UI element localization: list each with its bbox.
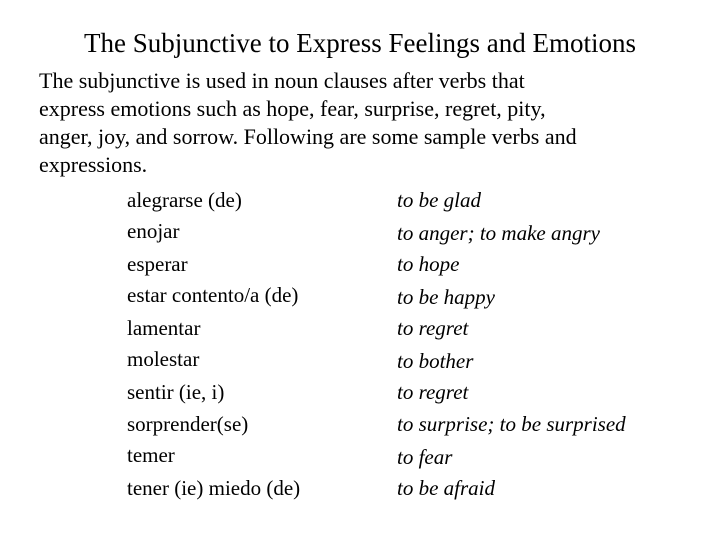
spanish-verb: tener (ie) miedo (de)	[127, 476, 301, 500]
vocabulary-row	[0, 216, 720, 248]
intro-line: express emotions such as hope, fear, surprise, regret, pity,	[39, 96, 546, 121]
english-meaning: to bother	[397, 349, 474, 373]
english-meaning: to regret	[397, 316, 469, 340]
spanish-verb: sentir (ie, i)	[127, 380, 225, 404]
english-meaning: to be glad	[397, 188, 481, 212]
vocabulary-row	[0, 376, 720, 408]
vocabulary-row	[0, 408, 720, 440]
vocabulary-row	[0, 472, 720, 504]
spanish-verb: alegrarse (de)	[127, 188, 242, 212]
english-meaning: to be happy	[397, 285, 495, 309]
english-meaning: to surprise; to be surprised	[397, 412, 626, 436]
intro-line: anger, joy, and sorrow. Following are some sample verbs and	[39, 124, 577, 149]
spanish-verb: sorprender(se)	[127, 412, 249, 436]
vocabulary-row	[0, 184, 720, 216]
vocabulary-row	[0, 440, 720, 472]
english-meaning: to anger; to make angry	[397, 221, 600, 245]
slide-title: The Subjunctive to Express Feelings and Emotions	[84, 28, 636, 58]
english-meaning: to regret	[397, 380, 469, 404]
intro-paragraph	[39, 67, 699, 179]
vocabulary-list	[0, 184, 720, 504]
english-meaning: to fear	[397, 445, 453, 469]
vocabulary-row	[0, 312, 720, 344]
spanish-verb: esperar	[127, 252, 188, 276]
spanish-verb: enojar	[127, 219, 180, 243]
english-meaning: to be afraid	[397, 476, 495, 500]
intro-line: expressions.	[39, 152, 148, 177]
spanish-verb: molestar	[127, 347, 200, 371]
spanish-verb: estar contento/a (de)	[127, 283, 299, 307]
intro-line: The subjunctive is used in noun clauses after verbs that	[39, 68, 525, 93]
english-meaning: to hope	[397, 252, 460, 276]
vocabulary-row	[0, 248, 720, 280]
spanish-verb: lamentar	[127, 316, 201, 340]
spanish-verb: temer	[127, 443, 175, 467]
vocabulary-row	[0, 280, 720, 312]
vocabulary-row	[0, 344, 720, 376]
